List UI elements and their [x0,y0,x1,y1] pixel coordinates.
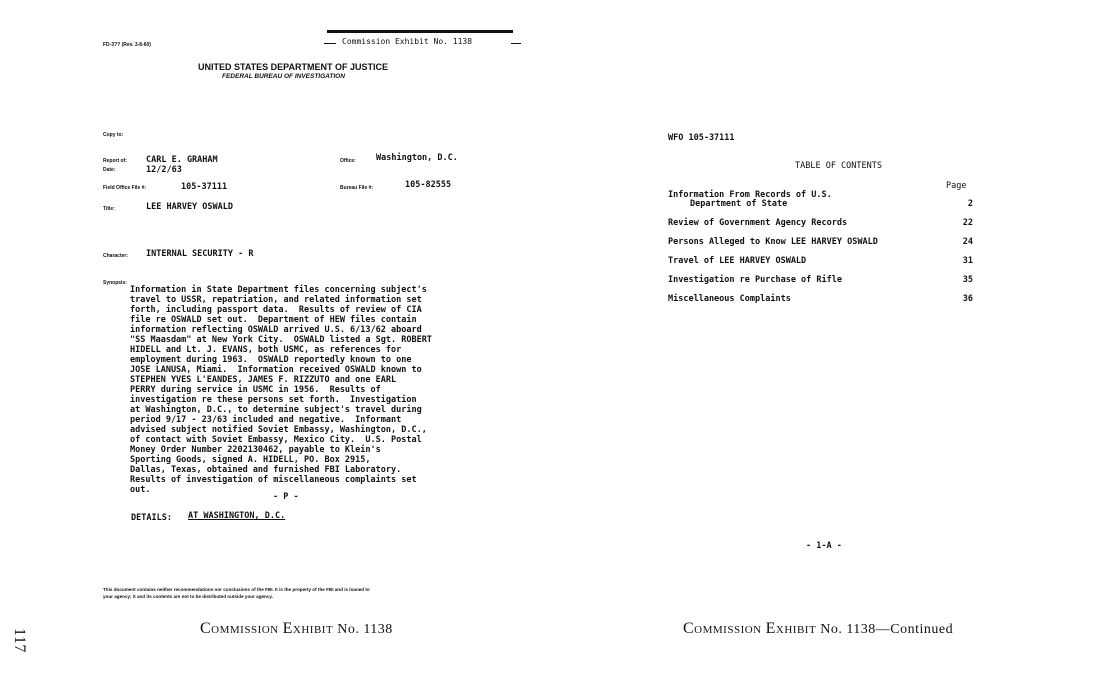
synopsis-line: file re OSWALD set out. Department of HEW files contain [130,315,417,325]
synopsis-line: period 9/17 - 23/63 included and negative. Informant [130,415,402,425]
date-value: 12/2/63 [146,165,182,175]
synopsis-line: of contact with Soviet Embassy, Mexico City. U.S. Postal [130,435,422,445]
p-mark: - P - [273,492,299,502]
character-label: Character: [103,253,129,259]
caption-ommission: OMMISSION [211,624,279,636]
right-page-mark: - 1-A - [806,541,842,551]
title-label: Title: [103,206,115,212]
file-reference: WFO 105-37111 [668,133,735,143]
office-label: Office: [340,158,356,164]
toc-page-header: Page [946,181,967,191]
exhibit-header: Commission Exhibit No. 1138 [342,37,473,46]
toc-entry [668,275,973,294]
synopsis-line: Money Order Number 2202130462, payable to Klein's [130,445,381,455]
left-caption [200,620,393,638]
toc-list [668,190,973,310]
synopsis-line: Results of investigation of miscellaneous complaints set [130,475,417,485]
details-value: AT WASHINGTON, D.C. [188,511,286,521]
synopsis-line: Information in State Department files concerning subject's [130,285,427,295]
bureau-file-label: Bureau File #: [340,185,374,191]
synopsis-block [130,285,470,495]
synopsis-line: advised subject notified Soviet Embassy, Washington, D.C., [130,425,427,435]
synopsis-line: Sporting Goods, signed A. HIDELL, PO. Box 2915, [130,455,371,465]
caption-xhibit: XHIBIT [292,624,334,636]
toc-entry-page: 31 [962,256,973,266]
toc-entry-page: 2 [967,199,973,209]
synopsis-line: travel to USSR, repatriation, and related information set [130,295,422,305]
synopsis-line: employment during 1963. OSWALD reportedly known to one [130,355,412,365]
caption-e: E [765,620,776,637]
toc-entry-page: 35 [962,275,973,285]
synopsis-line: forth, including passport data. Results of review of CIA [130,305,422,315]
toc-entry [668,190,973,210]
caption-e: E [282,620,293,637]
bureau-name: FEDERAL BUREAU OF INVESTIGATION [222,73,345,80]
form-number: FD-3?? (Rev. 3-8-60) [103,42,151,48]
field-file-value: 105-37111 [181,182,228,192]
toc-entry-page: 24 [962,237,973,247]
details-label: DETAILS: [131,513,172,523]
page-number: 117 [11,628,28,653]
report-of-label: Report of: [103,158,127,164]
toc-entry-title: Review of Government Agency Records [668,218,848,228]
toc-entry-title: Miscellaneous Complaints [668,294,791,304]
header-dash-right [511,43,521,44]
toc-entry [668,237,973,256]
bureau-file-value: 105-82555 [405,180,452,190]
toc-entry [668,294,973,313]
toc-entry-title: Travel of LEE HARVEY OSWALD [668,256,807,266]
caption-c: C [200,620,212,637]
toc-entry-title: Information From Records of U.S. [668,190,832,200]
synopsis-line: JOSE LANUSA, Miami. Information received OSWALD known to [130,365,422,375]
synopsis-line: PERRY during service in USMC in 1956. Results of [130,385,381,395]
caption-ommission: OMMISSION [694,624,762,636]
synopsis-line: "SS Maasdam" at New York City. OSWALD listed a Sgt. ROBERT [130,335,432,345]
caption-c: C [683,620,695,637]
copy-to-label: Copy to: [103,132,124,138]
toc-entry-page: 22 [962,218,973,228]
department-name: UNITED STATES DEPARTMENT OF JUSTICE [198,62,389,72]
synopsis-label: Synopsis: [103,280,127,286]
synopsis-line: Dallas, Texas, obtained and furnished FBI Laboratory. [130,465,402,475]
header-rule-top [327,30,513,33]
toc-entry [668,218,973,237]
toc-entry-title: Investigation re Purchase of Rifle [668,275,842,285]
footer-note-line1: This document contains neither recommendations nor conclusions of the FBI. It is the property of the FBI and is loaned to [103,587,370,592]
toc-entry-page: 36 [962,294,973,304]
report-of-value: CARL E. GRAHAM [146,155,218,165]
synopsis-line: STEPHEN YVES L'EANDES, JAMES F. RIZZUTO and one EARL [130,375,397,385]
caption-xhibit: XHIBIT [775,624,817,636]
character-value: INTERNAL SECURITY - R [146,249,254,259]
synopsis-line: at Washington, D.C., to determine subject's travel during [130,405,422,415]
synopsis-line: out. [130,485,151,495]
toc-entry [668,256,973,275]
caption-no: No. 1138—Continued [820,622,954,637]
right-caption [683,620,953,638]
toc-title: TABLE OF CONTENTS [795,161,882,171]
title-value: LEE HARVEY OSWALD [146,202,233,212]
caption-no: No. 1138 [337,622,393,637]
field-file-label: Field Office File #: [103,185,147,191]
office-value: Washington, D.C. [376,153,458,163]
toc-entry-title: Persons Alleged to Know LEE HARVEY OSWALD [668,237,878,247]
date-label: Date: [103,167,116,173]
synopsis-line: HIDELL and Lt. J. EVANS, both USMC, as references for [130,345,402,355]
footer-note-line2: your agency; it and its contents are not to be distributed outside your agency. [103,594,273,599]
header-dash-left [324,43,336,44]
synopsis-line: information reflecting OSWALD arrived U.S. 6/13/62 aboard [130,325,422,335]
toc-entry-title-continued: Department of State [690,199,788,209]
synopsis-line: investigation re these persons set forth. Investigation [130,395,417,405]
